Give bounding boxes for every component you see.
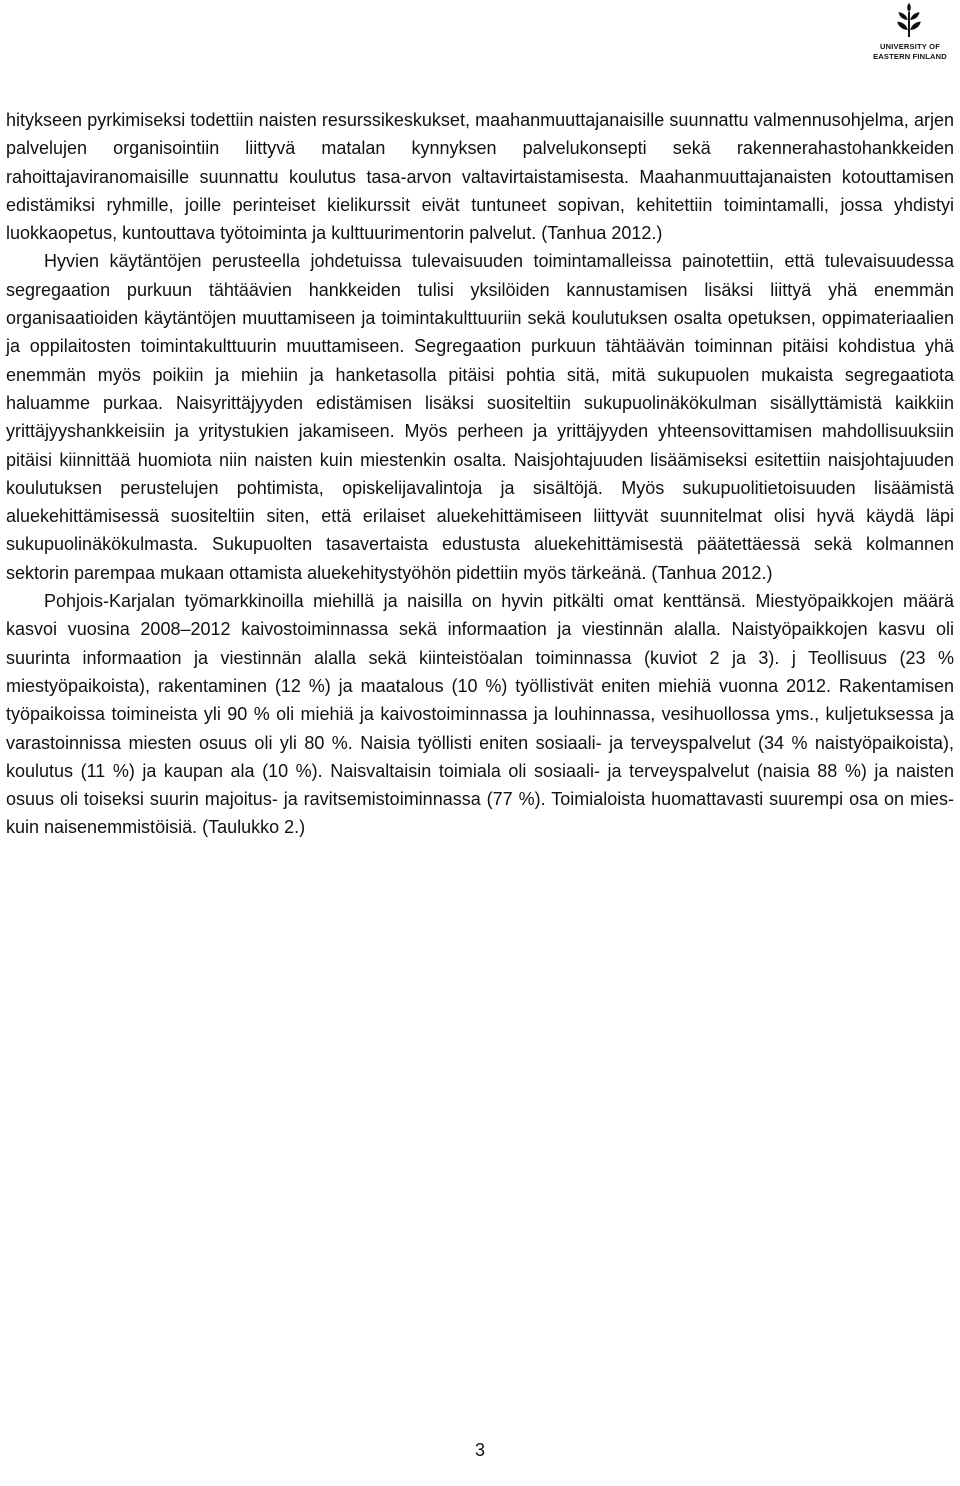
body-paragraph-1: hitykseen pyrkimiseksi todettiin naisten resurssikeskukset, maahanmuuttajanaisille suunnattu valmennusohjelma, arjen palvelujen organisointiin liittyvä matalan kynnyksen palvelukonsepti sekä rakennerahastohankkeiden rahoittajaviranomaisille suunnattu koulutus tasa-arvon valtavirtaistamisesta. Maahanmuuttajanaisten kotouttamisen edistämiksi ryhmille, joille perinteiset kielikurssit eivät tuntuneet sopivan, kehitettiin toimintamalli, jossa yhdistyi luokkaopetus, kuntouttava työtoiminta ja kulttuurimentorin palvelut. (Tanhua 2012.) xyxy=(6,110,954,244)
document-body xyxy=(6,106,954,842)
body-paragraph-2: Hyvien käytäntöjen perusteella johdetuissa tulevaisuuden toimintamalleissa painotettiin, että tulevaisuudessa segregaation purkuun tähtäävien hankkeiden tulisi yksilöiden kannustamisen lisäksi liittyä yhä enemmän organisaatioiden käytäntöjen muuttamiseen ja toimintakulttuuriin sekä koulutuksen osalta opetuksen, oppimateriaalien ja oppilaitosten toimintakulttuurin muuttamiseen. Segregaation purkuun tähtäävän toiminnan pitäisi kohdistua yhä enemmän myös poikiin ja miehiin ja hanketasolla pitäisi pohtia sitä, mitä sukupuolen mukaista segregaatiota haluamme purkaa. Naisyrittäjyyden edistämisen lisäksi suositeltiin sukupuolinäkökulman sisällyttämistä kaikkiin yrittäjyyshankkeisiin ja yritystukien jakamiseen. Myös perheen ja yrittäjyyden yhteensovittamisen mahdollisuuksiin pitäisi kiinnittää huomiota niin naisten kuin miestenkin osalta. Naisjohtajuuden lisäämiseksi esitettiin naisjohtajuuden koulutuksen perustelujen pohtimista, opiskelijavalintoja ja sisältöjä. Myös sukupuolitietoisuuden lisäämistä aluekehittämisessä suositeltiin siten, että erilaiset aluekehittämiseen liittyvät suunnitelmat olisi hyvä käydä läpi sukupuolinäkökulmasta. Sukupuolten tasavertaista edustusta aluekehittämisestä päätettäessä sekä kolmannen sektorin parempaa mukaan ottamista aluekehitystyöhön pidettiin myös tärkeänä. (Tanhua 2012.) xyxy=(6,251,954,583)
body-paragraph-3: Pohjois-Karjalan työmarkkinoilla miehillä ja naisilla on hyvin pitkälti omat kenttänsä. Miestyöpaikkojen määrä kasvoi vuosina 2008–2012 kaivostoiminnassa sekä informaation ja viestinnän alalla. Naistyöpaikkojen kasvu oli suurinta informaation ja viestinnän alalla sekä kiinteistöalan toiminnassa (kuviot 2 ja 3). j Teollisuus (23 % miestyöpaikoista), rakentaminen (12 %) ja maatalous (10 %) työllistivät eniten miehiä vuonna 2012. Rakentamisen työpaikoissa toimineista yli 90 % oli miehiä ja kaivostoiminnassa ja louhinnassa, vesihuollossa yms., kuljetuksessa ja varastoinnissa miesten osuus oli yli 80 %. Naisia työllisti eniten sosiaali- ja terveyspalvelut (34 % naistyöpaikoista), koulutus (11 %) ja kaupan ala (10 %). Naisvaltaisin toimiala oli sosiaali- ja terveyspalvelut (naisia 88 %) ja naisten osuus oli toiseksi suurin majoitus- ja ravitsemistoiminnassa (77 %). Toimialoista huomattavasti suurempi osa on mies- kuin naisenemmistöisiä. (Taulukko 2.) xyxy=(6,591,954,838)
logo-text-line-1: UNIVERSITY OF xyxy=(880,42,940,51)
page-number: 3 xyxy=(474,1440,485,1460)
university-leaf-icon xyxy=(896,2,922,38)
logo-text-line-2: EASTERN FINLAND xyxy=(873,52,947,61)
university-logo xyxy=(860,0,960,66)
